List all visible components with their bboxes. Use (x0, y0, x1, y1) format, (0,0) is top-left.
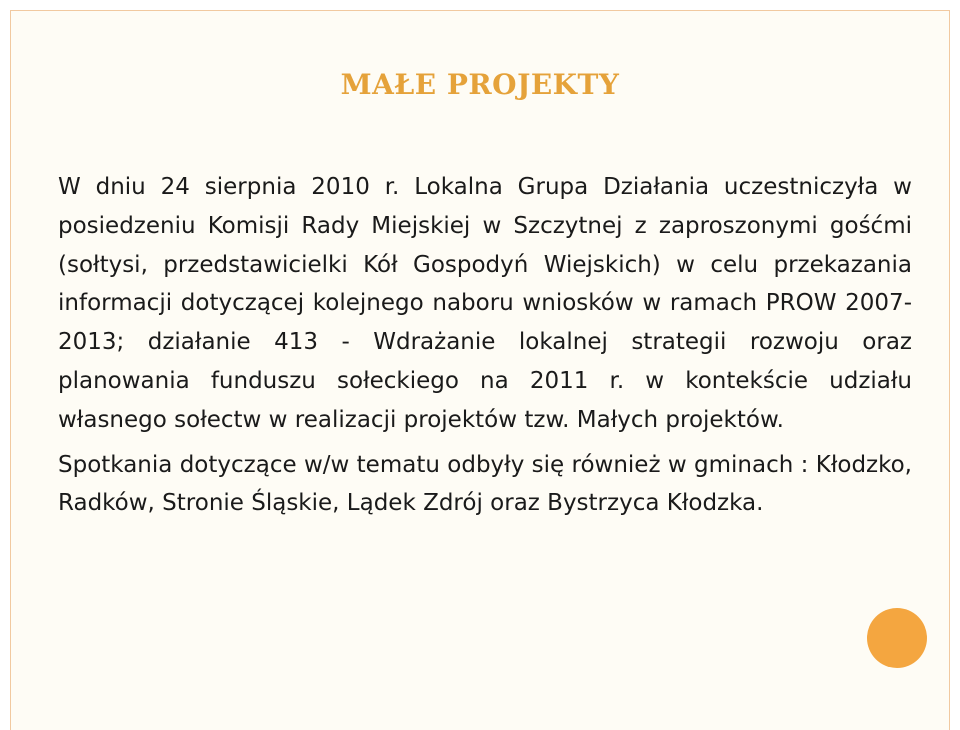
slide-title: MAŁE PROJEKTY (340, 68, 620, 101)
slide-body (58, 168, 912, 523)
paragraph-2: Spotkania dotyczące w/w tematu odbyły się również w gminach : Kłodzko, Radków, Stronie Śląskie, Lądek Zdrój oraz Bystrzyca Kłodzka. (58, 451, 912, 517)
decorative-circle (867, 608, 927, 668)
paragraph-1: W dniu 24 sierpnia 2010 r. Lokalna Grupa Działania uczestniczyła w posiedzeniu Komisji Rady Miejskiej w Szczytnej z zaproszonymi gośćmi (sołtysi, przedstawicielki Kół Gospodyń Wiejskich) w celu przekazania informacji dotyczącej kolejnego naboru wniosków w ramach PROW 2007-2013; działanie 413 - Wdrażanie lokalnej strategii rozwoju oraz planowania funduszu sołeckiego na 2011 r. w kontekście udziału własnego sołectw w realizacji projektów tzw. Małych projektów. (58, 174, 912, 433)
